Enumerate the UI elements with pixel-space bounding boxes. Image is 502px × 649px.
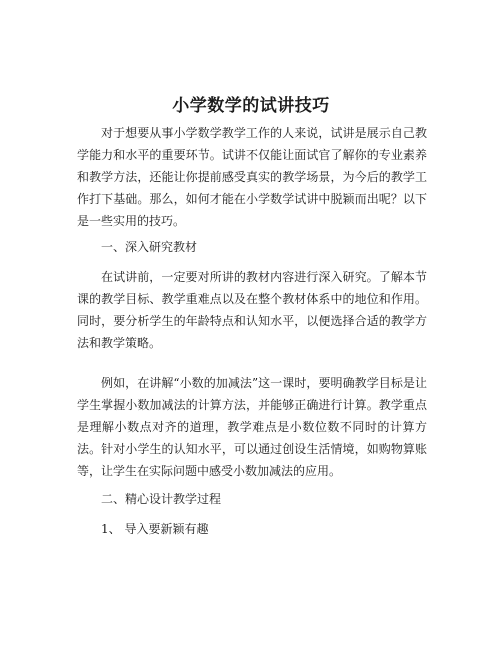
intro-paragraph: 对于想要从事小学数学教学工作的人来说，试讲是展示自己教学能力和水平的重要环节。试讲不仅能让面试官了解你的专业素养和教学方法，还能让你提前感受真实的教学场景，为今后的教学工作打下基础。那么，如何才能在小学数学试讲中脱颖而出呢？以下是一些实用的技巧。 (77, 126, 427, 228)
section1-paragraph-1: 在试讲前，一定要对所讲的教材内容进行深入研究。了解本节课的教学目标、教学重难点以及在整个教材体系中的地位和作用。同时，要分析学生的年龄特点和认知水平，以便选择合适的教学方法和教学策略。 (77, 270, 427, 350)
subsection-heading-1: 1、 导入要新颖有趣 (101, 522, 209, 536)
document-title: 小学数学的试讲技巧 (172, 96, 330, 116)
section-heading-2: 二、精心设计教学过程 (101, 492, 222, 506)
section1-paragraph-2: 例如，在讲解“小数的加减法”这一课时，要明确教学目标是让学生掌握小数加减法的计算方法，并能够正确进行计算。教学重点是理解小数点对齐的道理，教学难点是小数位数不同时的计算方法。针对小学生的认知水平，可以通过创设生活情境，如购物算账等，让学生在实际问题中感受小数加减法的应用。 (77, 376, 427, 478)
section-heading-1: 一、深入研究教材 (101, 240, 198, 254)
